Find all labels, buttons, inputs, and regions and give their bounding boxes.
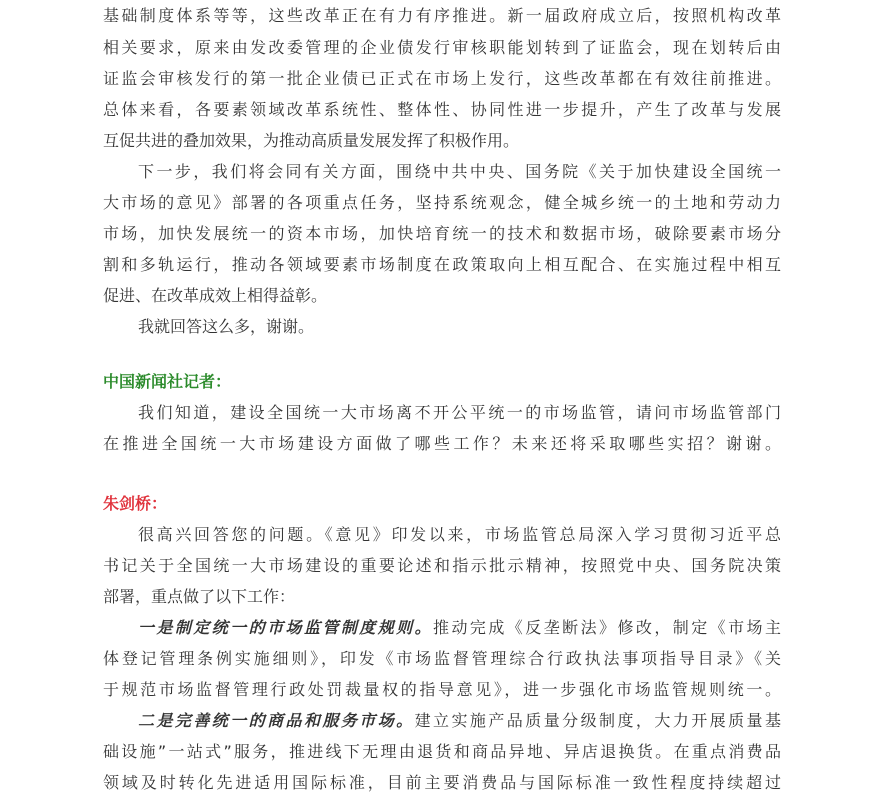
- point-one-line: [138, 612, 781, 644]
- question-line: 我们知道，建设全国统一大市场离不开公平统一的市场监管，请问市场监管部门: [138, 403, 781, 422]
- answer-label: 朱剑桥：: [103, 494, 168, 513]
- text-line: 割和多轨运行，推动各领域要素市场制度在政策取向上相互配合、在实施过程中相互: [103, 255, 781, 274]
- text-line: 互促共进的叠加效果，为推动高质量发展发挥了积极作用。: [103, 131, 520, 150]
- point-one-lead: 一是制定统一的市场监管制度规则。: [138, 618, 434, 637]
- point-two-lead: 二是完善统一的商品和服务市场。: [138, 711, 415, 730]
- text-line: 础设施”一站式”服务，推进线下无理由退货和商品异地、异店退换货。在重点消费品: [103, 742, 781, 761]
- point-two-line: [138, 705, 781, 737]
- text-line: 总体来看，各要素领域改革系统性、整体性、协同性进一步提升，产生了改革与发展: [103, 100, 781, 119]
- text-line: 证监会审核发行的第一批企业债已正式在市场上发行，这些改革都在有效往前推进。: [103, 69, 781, 88]
- question-line: 在推进全国统一大市场建设方面做了哪些工作？未来还将采取哪些实招？谢谢。: [103, 434, 781, 453]
- text-line: 体登记管理条例实施细则》，印发《市场监督管理综合行政执法事项指导目录》《关: [103, 649, 781, 668]
- text-line: 领域及时转化先进适用国际标准，目前主要消费品与国际标准一致性程度持续超过: [103, 773, 781, 792]
- text-line: 下一步，我们将会同有关方面，围绕中共中央、国务院《关于加快建设全国统一: [138, 162, 781, 181]
- text-line: 于规范市场监督管理行政处罚裁量权的指导意见》，进一步强化市场监管规则统一。: [103, 680, 781, 699]
- point-one-text: 推动完成《反垄断法》修改，制定《市场主: [433, 618, 781, 637]
- text-line: 大市场的意见》部署的各项重点任务，坚持系统观念，健全城乡统一的土地和劳动力: [103, 193, 781, 212]
- text-line: 部署，重点做了以下工作：: [103, 587, 296, 606]
- reporter-label: 中国新闻社记者：: [103, 372, 232, 391]
- text-line: 书记关于全国统一大市场建设的重要论述和指示批示精神，按照党中央、国务院决策: [103, 556, 781, 575]
- text-line: 很高兴回答您的问题。《意见》印发以来，市场监管总局深入学习贯彻习近平总: [138, 525, 781, 544]
- closing-remark: 我就回答这么多，谢谢。: [138, 317, 315, 336]
- text-line: 相关要求，原来由发改委管理的企业债发行审核职能划转到了证监会，现在划转后由: [103, 38, 781, 57]
- text-line: 促进、在改革成效上相得益彰。: [103, 286, 328, 305]
- text-line: 基础制度体系等等，这些改革正在有力有序推进。新一届政府成立后，按照机构改革: [103, 6, 781, 25]
- text-line: 市场，加快发展统一的资本市场，加快培育统一的技术和数据市场，破除要素市场分: [103, 224, 781, 243]
- point-two-text: 建立实施产品质量分级制度，大力开展质量基: [414, 711, 781, 730]
